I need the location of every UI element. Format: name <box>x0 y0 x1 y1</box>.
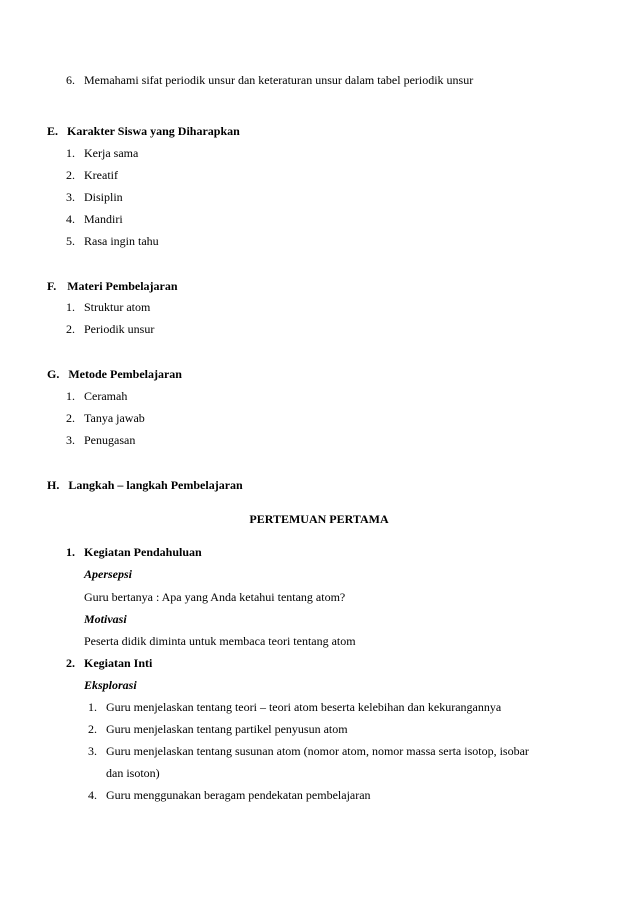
list-item <box>66 433 135 447</box>
activity-number: 2. <box>66 656 75 670</box>
item-text: Tanya jawab <box>84 411 145 425</box>
item-text: Ceramah <box>84 389 128 403</box>
section-letter: H. <box>47 478 60 492</box>
item-number: 1. <box>66 300 75 314</box>
section-title: Karakter Siswa yang Diharapkan <box>67 124 240 138</box>
eksplorasi-label: Eksplorasi <box>84 678 137 692</box>
item-text: Disiplin <box>84 190 123 204</box>
item-text: Mandiri <box>84 212 123 226</box>
item-number: 3. <box>66 190 75 204</box>
section-heading-e <box>47 124 240 138</box>
list-item <box>66 322 154 336</box>
item-text: Memahami sifat periodik unsur dan keteraturan unsur dalam tabel periodik unsur <box>84 73 474 87</box>
item-number: 3. <box>66 433 75 447</box>
item-text: Guru menjelaskan tentang partikel penyusun atom <box>106 722 348 736</box>
section-heading-g <box>47 367 182 381</box>
activity-heading-2 <box>66 656 152 670</box>
item-text: Penugasan <box>84 433 136 447</box>
section-letter: E. <box>47 124 59 138</box>
item-text: Kreatif <box>84 168 118 182</box>
item-number: 1. <box>66 146 75 160</box>
section-letter: G. <box>47 367 60 381</box>
item-text: Guru menggunakan beragam pendekatan pembelajaran <box>106 788 371 802</box>
activity-title: Kegiatan Inti <box>84 656 153 670</box>
item-number: 2. <box>88 722 97 736</box>
item-number: 3. <box>88 744 97 758</box>
section-title: Langkah – langkah Pembelajaran <box>68 478 243 492</box>
meeting-title: PERTEMUAN PERTAMA <box>249 512 389 526</box>
motivasi-text: Peserta didik diminta untuk membaca teori tentang atom <box>84 634 356 648</box>
item-number: 4. <box>66 212 75 226</box>
item-text: Periodik unsur <box>84 322 155 336</box>
item-text: Kerja sama <box>84 146 139 160</box>
item-text: Struktur atom <box>84 300 151 314</box>
item-number: 2. <box>66 411 75 425</box>
list-item <box>66 389 127 403</box>
item-text: Rasa ingin tahu <box>84 234 159 248</box>
item-number: 2. <box>66 322 75 336</box>
item-text: Guru menjelaskan tentang teori – teori atom beserta kelebihan dan kekurangannya <box>106 700 502 714</box>
item-number: 1. <box>88 700 97 714</box>
list-item <box>66 146 138 160</box>
item-number: 2. <box>66 168 75 182</box>
item-number: 5. <box>66 234 75 248</box>
apersepsi-label: Apersepsi <box>84 567 132 581</box>
section-heading-h <box>47 478 243 492</box>
list-item <box>66 411 145 425</box>
section-title: Metode Pembelajaran <box>68 367 182 381</box>
activity-title: Kegiatan Pendahuluan <box>84 545 202 559</box>
item-number: 1. <box>66 389 75 403</box>
section-letter: F. <box>47 279 57 293</box>
section-title: Materi Pembelajaran <box>67 279 178 293</box>
section-heading-f <box>47 279 178 293</box>
list-item <box>66 73 473 87</box>
item-number: 6. <box>66 73 75 87</box>
list-item <box>88 722 348 736</box>
list-item <box>66 212 123 226</box>
list-item <box>88 744 529 758</box>
apersepsi-text: Guru bertanya : Apa yang Anda ketahui tentang atom? <box>84 590 346 604</box>
item-number: 4. <box>88 788 97 802</box>
list-item <box>66 168 118 182</box>
list-item <box>88 700 501 714</box>
list-item <box>66 190 123 204</box>
item-text: Guru menjelaskan tentang susunan atom (nomor atom, nomor massa serta isotop, isobar <box>106 744 529 758</box>
list-item <box>66 300 150 314</box>
motivasi-label: Motivasi <box>84 612 127 626</box>
activity-heading-1 <box>66 545 202 559</box>
list-item-continuation: dan isoton) <box>106 766 160 780</box>
list-item <box>66 234 159 248</box>
list-item <box>88 788 371 802</box>
activity-number: 1. <box>66 545 75 559</box>
